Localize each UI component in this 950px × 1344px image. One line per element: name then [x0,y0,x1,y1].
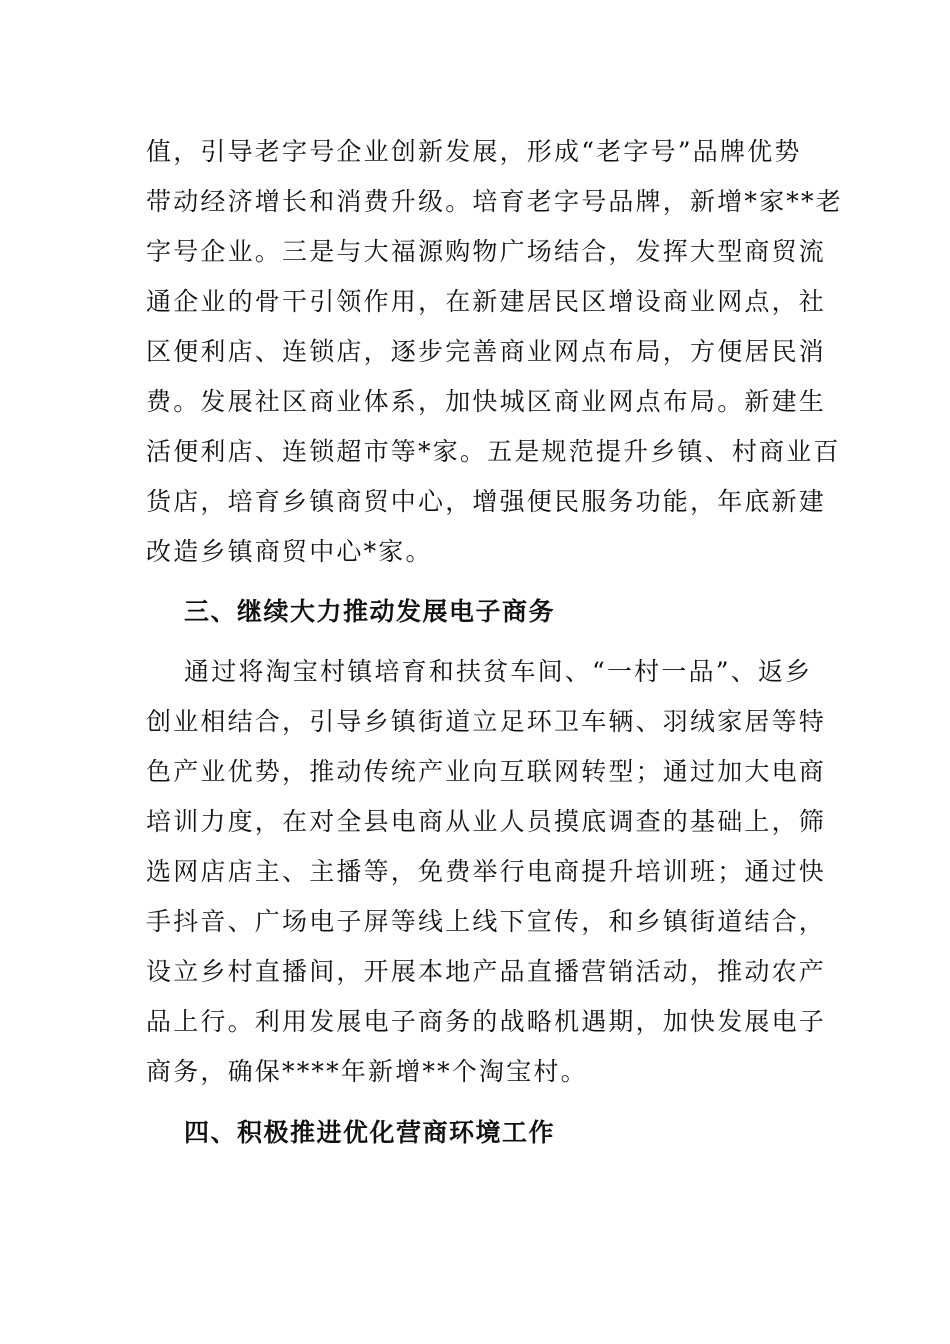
paragraph-line: 值，引导老字号企业创新发展，形成“老字号”品牌优势 [146,137,802,166]
paragraph-line: 带动经济增长和消费升级。培育老字号品牌，新增*家**老 [146,187,843,216]
paragraph-line: 商务，确保****年新增**个淘宝村。 [146,1057,588,1086]
paragraph-line: 改造乡镇商贸中心*家。 [146,537,433,566]
section-heading-4: 四、积极推进优化营商环境工作 [184,1118,556,1147]
paragraph-line: 色产业优势，推动传统产业向互联网转型；通过加大电商 [146,757,827,786]
paragraph-line: 培训力度，在对全县电商从业人员摸底调查的基础上，筛 [146,807,827,836]
paragraph-line: 通过将淘宝村镇培育和扶贫车间、“一村一品”、返乡 [184,657,813,686]
paragraph-line: 活便利店、连锁超市等*家。五是规范提升乡镇、村商业百 [146,437,841,466]
paragraph-line: 手抖音、广场电子屏等线上线下宣传，和乡镇街道结合， [146,907,827,936]
paragraph-line: 创业相结合，引导乡镇街道立足环卫车辆、羽绒家居等特 [146,707,827,736]
paragraph-line: 选网店店主、主播等，免费举行电商提升培训班；通过快 [146,857,827,886]
paragraph-line: 品上行。利用发展电子商务的战略机遇期，加快发展电子 [146,1007,827,1036]
paragraph-line: 货店，培育乡镇商贸中心，增强便民服务功能，年底新建 [146,487,827,516]
paragraph-line: 区便利店、连锁店，逐步完善商业网点布局，方便居民消 [146,337,827,366]
paragraph-line: 通企业的骨干引领作用，在新建居民区增设商业网点，社 [146,287,827,316]
paragraph-line: 费。发展社区商业体系，加快城区商业网点布局。新建生 [146,387,827,416]
paragraph-line: 设立乡村直播间，开展本地产品直播营销活动，推动农产 [146,957,827,986]
section-heading-3: 三、继续大力推动发展电子商务 [184,597,556,626]
paragraph-line: 字号企业。三是与大福源购物广场结合，发挥大型商贸流 [146,237,827,266]
